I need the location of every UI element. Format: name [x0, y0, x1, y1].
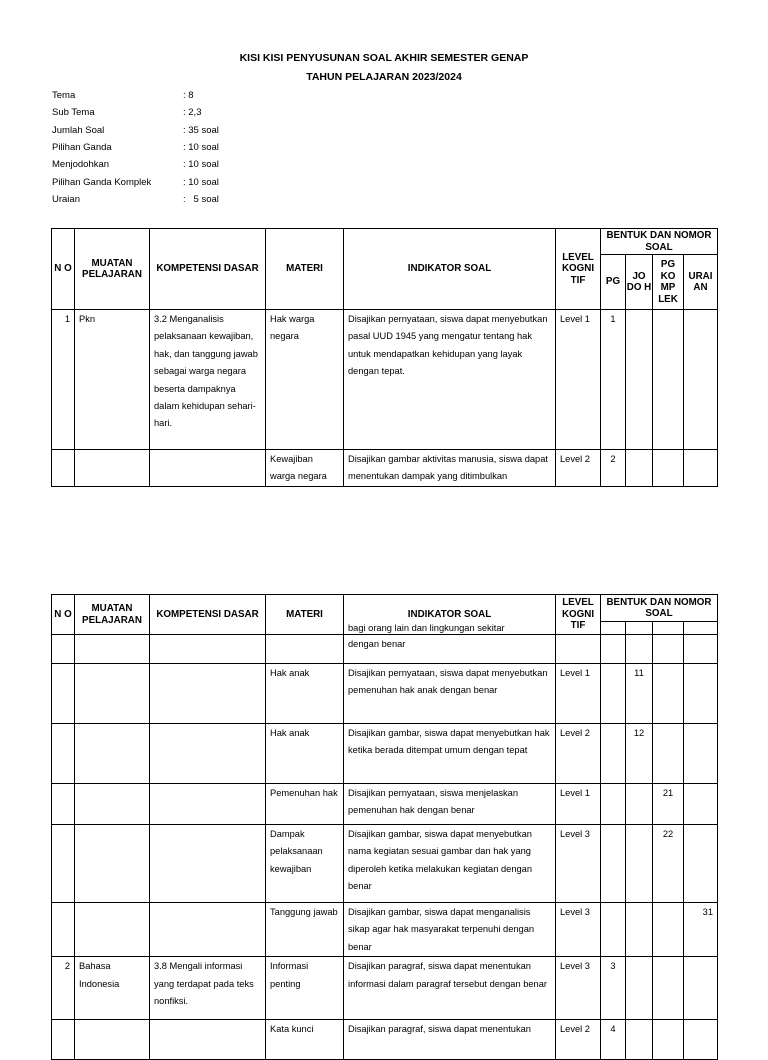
cell-materi: Pemenuhan hak — [266, 784, 344, 825]
info-block — [52, 87, 219, 208]
cell-pgk — [653, 664, 684, 724]
table-row — [52, 784, 718, 825]
info-row — [52, 87, 219, 104]
cell-level: Level 1 — [556, 310, 601, 450]
cell-pg — [601, 903, 626, 957]
cell-pgk — [653, 724, 684, 784]
cell-pg — [601, 825, 626, 903]
cell-no: 1 — [52, 310, 75, 450]
table-row — [52, 957, 718, 1020]
cell-pgk — [653, 450, 684, 487]
cell-kd — [150, 664, 266, 724]
cell-uraian — [684, 825, 718, 903]
cell-pg: 2 — [601, 450, 626, 487]
header-jodoh: JO DO H — [626, 255, 653, 310]
table-row — [52, 825, 718, 903]
cell-jodoh — [626, 825, 653, 903]
cell-no — [52, 724, 75, 784]
cell-uraian — [684, 784, 718, 825]
cell-materi: Hak warga negara — [266, 310, 344, 450]
info-label: Menjodohkan — [52, 159, 110, 171]
cell-kd — [150, 825, 266, 903]
info-value: : 5 soal — [183, 193, 219, 205]
cell-no — [52, 635, 75, 664]
cell-pgk — [653, 310, 684, 450]
cell-indikator: Disajikan pernyataan, siswa dapat menyebutkan pemenuhan hak anak dengan benar — [344, 664, 556, 724]
cell-indikator: Disajikan gambar, siswa dapat menyebutkan hak ketika berada ditempat umum dengan tepat — [344, 724, 556, 784]
header-indikator: INDIKATOR SOAL — [344, 229, 556, 310]
header-muatan: MUATAN PELAJARAN — [75, 595, 150, 635]
cell-pg — [601, 724, 626, 784]
cell-materi: Hak anak — [266, 664, 344, 724]
cell-kd — [150, 635, 266, 664]
info-label: Sub Tema — [52, 107, 95, 119]
cell-jodoh — [626, 310, 653, 450]
info-label: Pilihan Ganda — [52, 142, 112, 154]
cell-no — [52, 664, 75, 724]
cell-level: Level 1 — [556, 664, 601, 724]
header-no: N O — [52, 595, 75, 635]
info-row — [52, 104, 219, 121]
cell-kd: 3.8 Mengali informasi yang terdapat pada teks nonfiksi. — [150, 957, 266, 1020]
info-value: : 2,3 — [183, 107, 202, 119]
cell-pgk — [653, 957, 684, 1020]
cell-indikator: Disajikan gambar, siswa dapat menganalisis sikap agar hak masyarakat terpenuhi dengan benar — [344, 903, 556, 957]
header-muatan: MUATAN PELAJARAN — [75, 229, 150, 310]
table-row — [52, 635, 718, 664]
header-materi: MATERI — [266, 229, 344, 310]
info-row — [52, 139, 219, 156]
cell-pg: 3 — [601, 957, 626, 1020]
cell-uraian — [684, 724, 718, 784]
cell-no — [52, 450, 75, 487]
header-no: N O — [52, 229, 75, 310]
cell-pg — [601, 635, 626, 664]
info-label: Jumlah Soal — [52, 124, 105, 136]
cell-uraian — [684, 1020, 718, 1060]
cell-muatan: Pkn — [75, 310, 150, 450]
cell-pgk: 21 — [653, 784, 684, 825]
document-subtitle: TAHUN PELAJARAN 2023/2024 — [306, 71, 462, 83]
info-label: Uraian — [52, 193, 80, 205]
info-row — [52, 173, 219, 190]
cell-level: Level 3 — [556, 825, 601, 903]
cell-muatan — [75, 724, 150, 784]
info-row — [52, 191, 219, 208]
info-value: : 10 soal — [183, 142, 219, 154]
header-bentuk: BENTUK DAN NOMOR SOAL — [601, 595, 718, 622]
cell-indikator: Disajikan paragraf, siswa dapat menentukan — [344, 1020, 556, 1060]
cell-muatan — [75, 450, 150, 487]
table-row — [52, 1020, 718, 1060]
cell-jodoh — [626, 1020, 653, 1060]
cell-muatan — [75, 635, 150, 664]
cell-no: 2 — [52, 957, 75, 1020]
cell-jodoh — [626, 903, 653, 957]
cell-uraian — [684, 664, 718, 724]
cell-pg — [601, 784, 626, 825]
cell-jodoh — [626, 635, 653, 664]
cell-uraian: 31 — [684, 903, 718, 957]
cell-muatan — [75, 903, 150, 957]
cell-jodoh: 11 — [626, 664, 653, 724]
cell-kd — [150, 724, 266, 784]
cell-level — [556, 635, 601, 664]
header-materi: MATERI — [266, 595, 344, 635]
cell-uraian — [684, 310, 718, 450]
cell-muatan — [75, 664, 150, 724]
header-level: LEVEL KOGNI TIF — [556, 229, 601, 310]
cell-indikator: Disajikan paragraf, siswa dapat menentukan informasi dalam paragraf tersebut dengan benar — [344, 957, 556, 1020]
cell-level: Level 3 — [556, 903, 601, 957]
info-value: : 10 soal — [183, 159, 219, 171]
cell-indikator: Disajikan pernyataan, siswa menjelaskan pemenuhan hak dengan benar — [344, 784, 556, 825]
cell-pg: 1 — [601, 310, 626, 450]
header-pg-komplek: PG KO MP LEK — [653, 255, 684, 310]
cell-materi: Dampak pelaksanaan kewajiban — [266, 825, 344, 903]
cell-materi: Tanggung jawab — [266, 903, 344, 957]
cell-uraian — [684, 957, 718, 1020]
info-value: : 35 soal — [183, 124, 219, 136]
cell-muatan — [75, 825, 150, 903]
info-value: : 8 — [183, 90, 194, 102]
cell-level: Level 2 — [556, 724, 601, 784]
cell-jodoh — [626, 784, 653, 825]
cell-uraian — [684, 635, 718, 664]
cell-pg — [601, 664, 626, 724]
header-uraian: URAI AN — [684, 255, 718, 310]
kisi-table-page-2 — [51, 594, 718, 1060]
cell-level: Level 3 — [556, 957, 601, 1020]
cell-level: Level 2 — [556, 450, 601, 487]
header-level: LEVEL KOGNI TIF — [556, 595, 601, 635]
cell-no — [52, 1020, 75, 1060]
cell-muatan — [75, 784, 150, 825]
info-value: : 10 soal — [183, 176, 219, 188]
kisi-table-page-1 — [51, 228, 718, 487]
table-row — [52, 903, 718, 957]
cell-indikator: Disajikan gambar, siswa dapat menyebutkan nama kegiatan sesuai gambar dan hak yang diperoleh ketika melakukan kegiatan dengan benar — [344, 825, 556, 903]
cell-indikator: dengan benar — [344, 635, 556, 664]
cell-muatan: Bahasa Indonesia — [75, 957, 150, 1020]
cell-indikator: Disajikan gambar aktivitas manusia, siswa dapat menentukan dampak yang ditimbulkan — [344, 450, 556, 487]
cell-no — [52, 903, 75, 957]
cell-indikator: Disajikan pernyataan, siswa dapat menyebutkan pasal UUD 1945 yang mengatur tentang hak untuk mendapatkan kehidupan yang layak dengan tepat. — [344, 310, 556, 450]
cell-level: Level 1 — [556, 784, 601, 825]
cell-materi: Hak anak — [266, 724, 344, 784]
header-kompetensi-dasar: KOMPETENSI DASAR — [150, 595, 266, 635]
header-indikator — [344, 595, 556, 635]
table-row — [52, 450, 718, 487]
document-title: KISI KISI PENYUSUNAN SOAL AKHIR SEMESTER GENAP — [239, 52, 529, 64]
header-pg: PG — [601, 255, 626, 310]
indikator-continuation: bagi orang lain dan lingkungan sekitar — [348, 623, 505, 633]
cell-materi — [266, 635, 344, 664]
cell-kd — [150, 903, 266, 957]
cell-uraian — [684, 450, 718, 487]
cell-no — [52, 784, 75, 825]
info-row — [52, 156, 219, 173]
cell-pgk — [653, 1020, 684, 1060]
table-row — [52, 724, 718, 784]
cell-jodoh: 12 — [626, 724, 653, 784]
info-label: Tema — [52, 90, 76, 102]
header-indikator-label: INDIKATOR SOAL — [407, 608, 492, 620]
cell-jodoh — [626, 957, 653, 1020]
cell-materi: Kewajiban warga negara — [266, 450, 344, 487]
cell-pgk — [653, 635, 684, 664]
cell-materi: Informasi penting — [266, 957, 344, 1020]
cell-level: Level 2 — [556, 1020, 601, 1060]
table-row — [52, 664, 718, 724]
cell-kd — [150, 784, 266, 825]
header-kompetensi-dasar: KOMPETENSI DASAR — [150, 229, 266, 310]
cell-pgk — [653, 903, 684, 957]
cell-no — [52, 825, 75, 903]
cell-pgk: 22 — [653, 825, 684, 903]
cell-kd: 3.2 Menganalisis pelaksanaan kewajiban, hak, dan tanggung jawab sebagai warga negara beserta dampaknya dalam kehidupan sehari-hari. — [150, 310, 266, 450]
cell-pg: 4 — [601, 1020, 626, 1060]
header-bentuk: BENTUK DAN NOMOR SOAL — [601, 229, 718, 255]
cell-jodoh — [626, 450, 653, 487]
info-row — [52, 122, 219, 139]
cell-kd — [150, 1020, 266, 1060]
table-row — [52, 310, 718, 450]
cell-kd — [150, 450, 266, 487]
cell-muatan — [75, 1020, 150, 1060]
cell-materi: Kata kunci — [266, 1020, 344, 1060]
info-label: Pilihan Ganda Komplek — [52, 176, 152, 188]
